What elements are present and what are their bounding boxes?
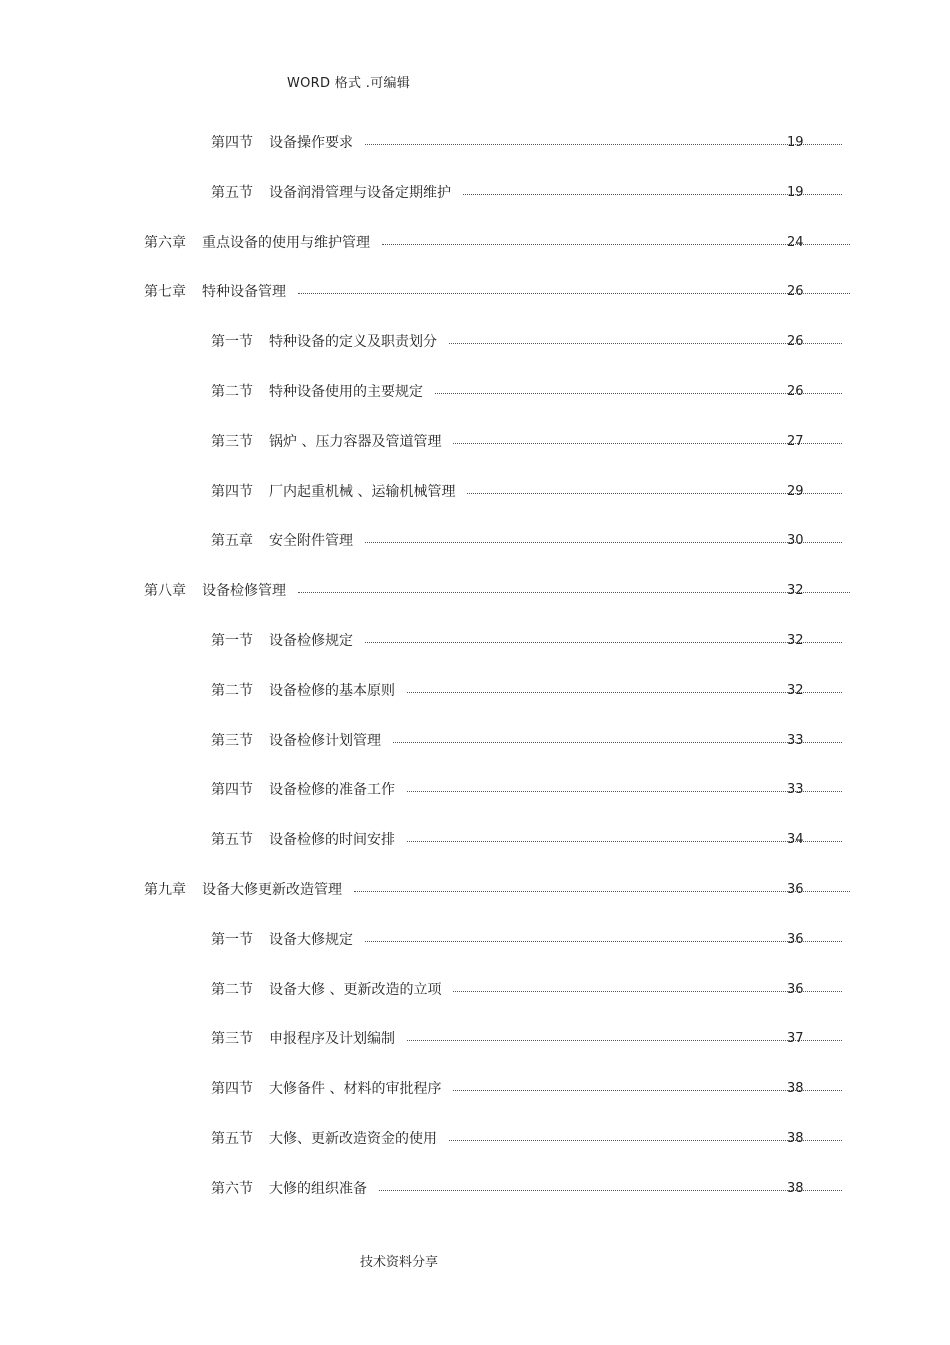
toc-entry[interactable]: [211, 630, 860, 652]
toc-entry-number: 第五节: [211, 1131, 253, 1147]
toc-leader-dots: [463, 194, 842, 195]
toc-leader-dots: [407, 692, 842, 693]
toc-entry-page: 38: [787, 1131, 804, 1146]
toc-entry-number: 第七章: [144, 284, 186, 301]
toc-entry[interactable]: [211, 132, 860, 154]
toc-leader-dots: [365, 642, 842, 643]
toc-entry-title: 大修备件 、材料的审批程序: [269, 1081, 442, 1098]
toc-entry-page: 33: [787, 732, 804, 748]
toc-entry-title: 设备检修的基本原则: [269, 682, 395, 699]
toc-leader-dots: [365, 144, 842, 145]
toc-entry-page: 34: [787, 832, 804, 848]
toc-leader-dots: [393, 742, 842, 743]
toc-entry-title: 设备检修计划管理: [269, 732, 381, 749]
toc-entry[interactable]: [211, 1078, 860, 1100]
toc-entry[interactable]: [211, 1128, 860, 1150]
toc-entry-page: 27: [787, 433, 804, 449]
toc-leader-dots: [449, 343, 842, 344]
toc-entry-title: 安全附件管理: [269, 533, 353, 550]
toc-entry-number: 第二节: [211, 682, 253, 699]
toc-entry[interactable]: [211, 730, 860, 752]
toc-entry[interactable]: [211, 829, 860, 851]
toc-leader-dots: [467, 493, 842, 494]
toc-entry-title: 厂内起重机械 、运输机械管理: [269, 483, 456, 500]
toc-leader-dots: [382, 244, 850, 245]
toc-entry-page: 37: [787, 1031, 804, 1047]
toc-entry-number: 第五章: [211, 533, 253, 550]
toc-entry[interactable]: [211, 182, 860, 204]
toc-entry-title: 设备大修 、更新改造的立项: [269, 981, 442, 998]
toc-entry-number: 第二节: [211, 384, 253, 400]
toc-entry-number: 第四节: [211, 1081, 253, 1098]
toc-leader-dots: [453, 991, 842, 992]
toc-entry-title: 大修、更新改造资金的使用: [269, 1131, 437, 1147]
toc-entry-page: 26: [787, 334, 804, 350]
toc-entry-page: 26: [787, 284, 804, 300]
toc-leader-dots: [365, 542, 842, 543]
toc-entry-page: 32: [787, 682, 804, 698]
toc-entry-title: 锅炉 、压力容器及管道管理: [269, 433, 442, 450]
toc-leader-dots: [407, 1040, 842, 1041]
toc-entry[interactable]: [144, 879, 860, 901]
toc-leader-dots: [354, 891, 850, 892]
toc-leader-dots: [379, 1190, 842, 1191]
toc-entry-number: 第三节: [211, 732, 253, 749]
toc-entry-number: 第一节: [211, 633, 253, 649]
toc-entry-page: 38: [787, 1081, 804, 1097]
toc-leader-dots: [407, 791, 842, 792]
toc-entry-page: 33: [787, 782, 804, 798]
toc-leader-dots: [365, 941, 842, 942]
toc-entry[interactable]: [211, 431, 860, 453]
toc-entry-title: 特种设备管理: [202, 284, 286, 301]
toc-entry-number: 第六节: [211, 1180, 253, 1197]
toc-entry-number: 第三节: [211, 1031, 253, 1048]
toc-entry-title: 设备检修管理: [202, 583, 286, 600]
toc-entry-number: 第二节: [211, 981, 253, 998]
toc-entry[interactable]: [144, 580, 860, 602]
toc-leader-dots: [298, 293, 850, 294]
toc-entry[interactable]: [144, 232, 860, 254]
toc-entry-title: 重点设备的使用与维护管理: [202, 234, 370, 251]
toc-entry[interactable]: [211, 381, 860, 403]
toc-entry[interactable]: [211, 1028, 860, 1050]
toc-entry-number: 第八章: [144, 583, 186, 600]
toc-entry-title: 特种设备使用的主要规定: [269, 384, 423, 400]
toc-entry-title: 设备大修更新改造管理: [202, 882, 342, 898]
toc-leader-dots: [453, 443, 842, 444]
toc-leader-dots: [435, 393, 842, 394]
toc-entry-page: 36: [787, 981, 804, 997]
toc-leader-dots: [453, 1090, 842, 1091]
toc-entry[interactable]: [211, 530, 860, 552]
toc-entry[interactable]: [211, 680, 860, 702]
toc-entry-number: 第三节: [211, 433, 253, 450]
toc-entry[interactable]: [211, 331, 860, 353]
toc-entry-number: 第四节: [211, 135, 253, 151]
toc-leader-dots: [449, 1140, 842, 1141]
toc-entry-title: 设备润滑管理与设备定期维护: [269, 184, 451, 201]
toc-entry-page: 36: [787, 931, 804, 947]
toc-entry-title: 设备大修规定: [269, 931, 353, 948]
toc-entry-page: 38: [787, 1180, 804, 1196]
toc-entry-number: 第四节: [211, 782, 253, 799]
toc-entry-title: 设备检修的时间安排: [269, 832, 395, 849]
toc-entry-page: 30: [787, 533, 804, 549]
toc-entry[interactable]: [211, 1178, 860, 1200]
toc-entry[interactable]: [211, 779, 860, 801]
toc-entry[interactable]: [144, 281, 860, 303]
toc-entry-page: 24: [787, 234, 804, 250]
toc-entry[interactable]: [211, 979, 860, 1001]
toc-entry-page: 36: [787, 882, 804, 897]
page-footer: 技术资料分享: [360, 1255, 439, 1270]
toc-entry-number: 第四节: [211, 483, 253, 500]
toc-entry-page: 19: [787, 135, 804, 150]
toc-entry-title: 大修的组织准备: [269, 1180, 367, 1197]
toc-entry-number: 第一节: [211, 334, 253, 351]
toc-entry-page: 32: [787, 583, 804, 599]
page-header: WORD 格式 .可编辑: [287, 76, 411, 91]
toc-entry-title: 设备检修规定: [269, 633, 353, 649]
toc-entry-number: 第一节: [211, 931, 253, 948]
toc-entry-number: 第六章: [144, 234, 186, 251]
toc-entry-number: 第九章: [144, 882, 186, 898]
toc-entry-page: 29: [787, 483, 804, 499]
toc-entry[interactable]: [211, 929, 860, 951]
toc-entry-number: 第五节: [211, 832, 253, 849]
toc-entry-title: 设备检修的准备工作: [269, 782, 395, 799]
toc-leader-dots: [298, 592, 850, 593]
toc-entry[interactable]: [211, 481, 860, 503]
toc-entry-title: 设备操作要求: [269, 135, 353, 151]
toc-entry-title: 特种设备的定义及职责划分: [269, 334, 437, 351]
toc-entry-page: 19: [787, 184, 804, 200]
toc-entry-page: 26: [787, 384, 804, 399]
toc-leader-dots: [407, 841, 842, 842]
toc-entry-page: 32: [787, 633, 804, 648]
toc-entry-number: 第五节: [211, 184, 253, 201]
toc-entry-title: 申报程序及计划编制: [269, 1031, 395, 1048]
